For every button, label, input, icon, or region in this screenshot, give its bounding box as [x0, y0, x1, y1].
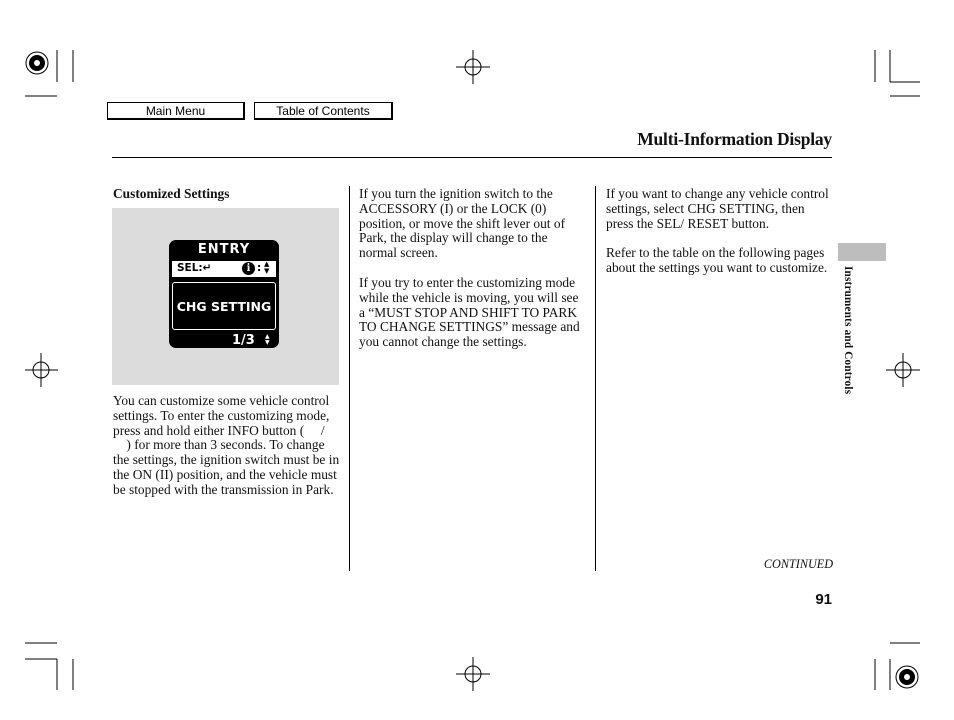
- header-rule: [112, 157, 832, 158]
- page-number: 91: [815, 591, 832, 608]
- screen-control-bar: [172, 261, 276, 277]
- multi-information-screen: [169, 240, 279, 348]
- column2-paragraph1: If you turn the ignition switch to the ACCESSORY (I) or the LOCK (0) position, or move the shift lever out of Park, the display will change to the normal screen.: [359, 186, 566, 261]
- continued-label: CONTINUED: [763, 557, 833, 571]
- column1-text: [113, 394, 341, 498]
- column-divider: [595, 186, 596, 571]
- column3-text: [606, 187, 834, 276]
- section-tab: [838, 243, 886, 261]
- section-heading: Customized Settings: [113, 186, 230, 201]
- section-label: Instruments and Controls: [842, 266, 854, 395]
- column3-paragraph1: If you want to change any vehicle control settings, select CHG SETTING, then press the SEL/ RESET button.: [606, 186, 829, 231]
- enter-icon: ↵: [202, 262, 212, 274]
- column2-paragraph2: If you try to enter the customizing mode while the vehicle is moving, you will see a “MUST STOP AND SHIFT TO PARK TO CHANGE SETTINGS” message and you cannot change the settings.: [359, 274, 580, 350]
- sel-enter-label: SEL:↵: [177, 262, 212, 274]
- display-illustration: [112, 208, 339, 385]
- screen-setting-text: CHG SETTING: [176, 299, 272, 314]
- main-menu-button[interactable]: Main Menu: [107, 102, 245, 120]
- screen-selection-box: [172, 282, 276, 330]
- screen-page-indicator: 1/3: [232, 333, 255, 348]
- column-divider: [349, 186, 350, 571]
- column1-paragraph: You can customize some vehicle control settings. To enter the customizing mode, press and hold either INFO button ( / ) for more than 3 seconds. To change the settings, the ignition switch must be in the ON (II) position, and the vehicle must be stopped with the transmission in Park.: [113, 393, 340, 497]
- info-icon: i: [242, 262, 255, 275]
- page-arrows-icon: ▲ ▼: [265, 333, 270, 346]
- page-title: Multi-Information Display: [637, 129, 832, 149]
- screen-colon: :: [257, 262, 262, 274]
- column3-paragraph2: Refer to the table on the following pages about the settings you want to customize.: [606, 245, 828, 276]
- column2-text: [359, 187, 583, 350]
- screen-entry-text: ENTRY: [197, 242, 251, 257]
- up-down-arrows-icon: ▲ ▼: [264, 260, 270, 275]
- table-of-contents-button[interactable]: Table of Contents: [254, 102, 393, 120]
